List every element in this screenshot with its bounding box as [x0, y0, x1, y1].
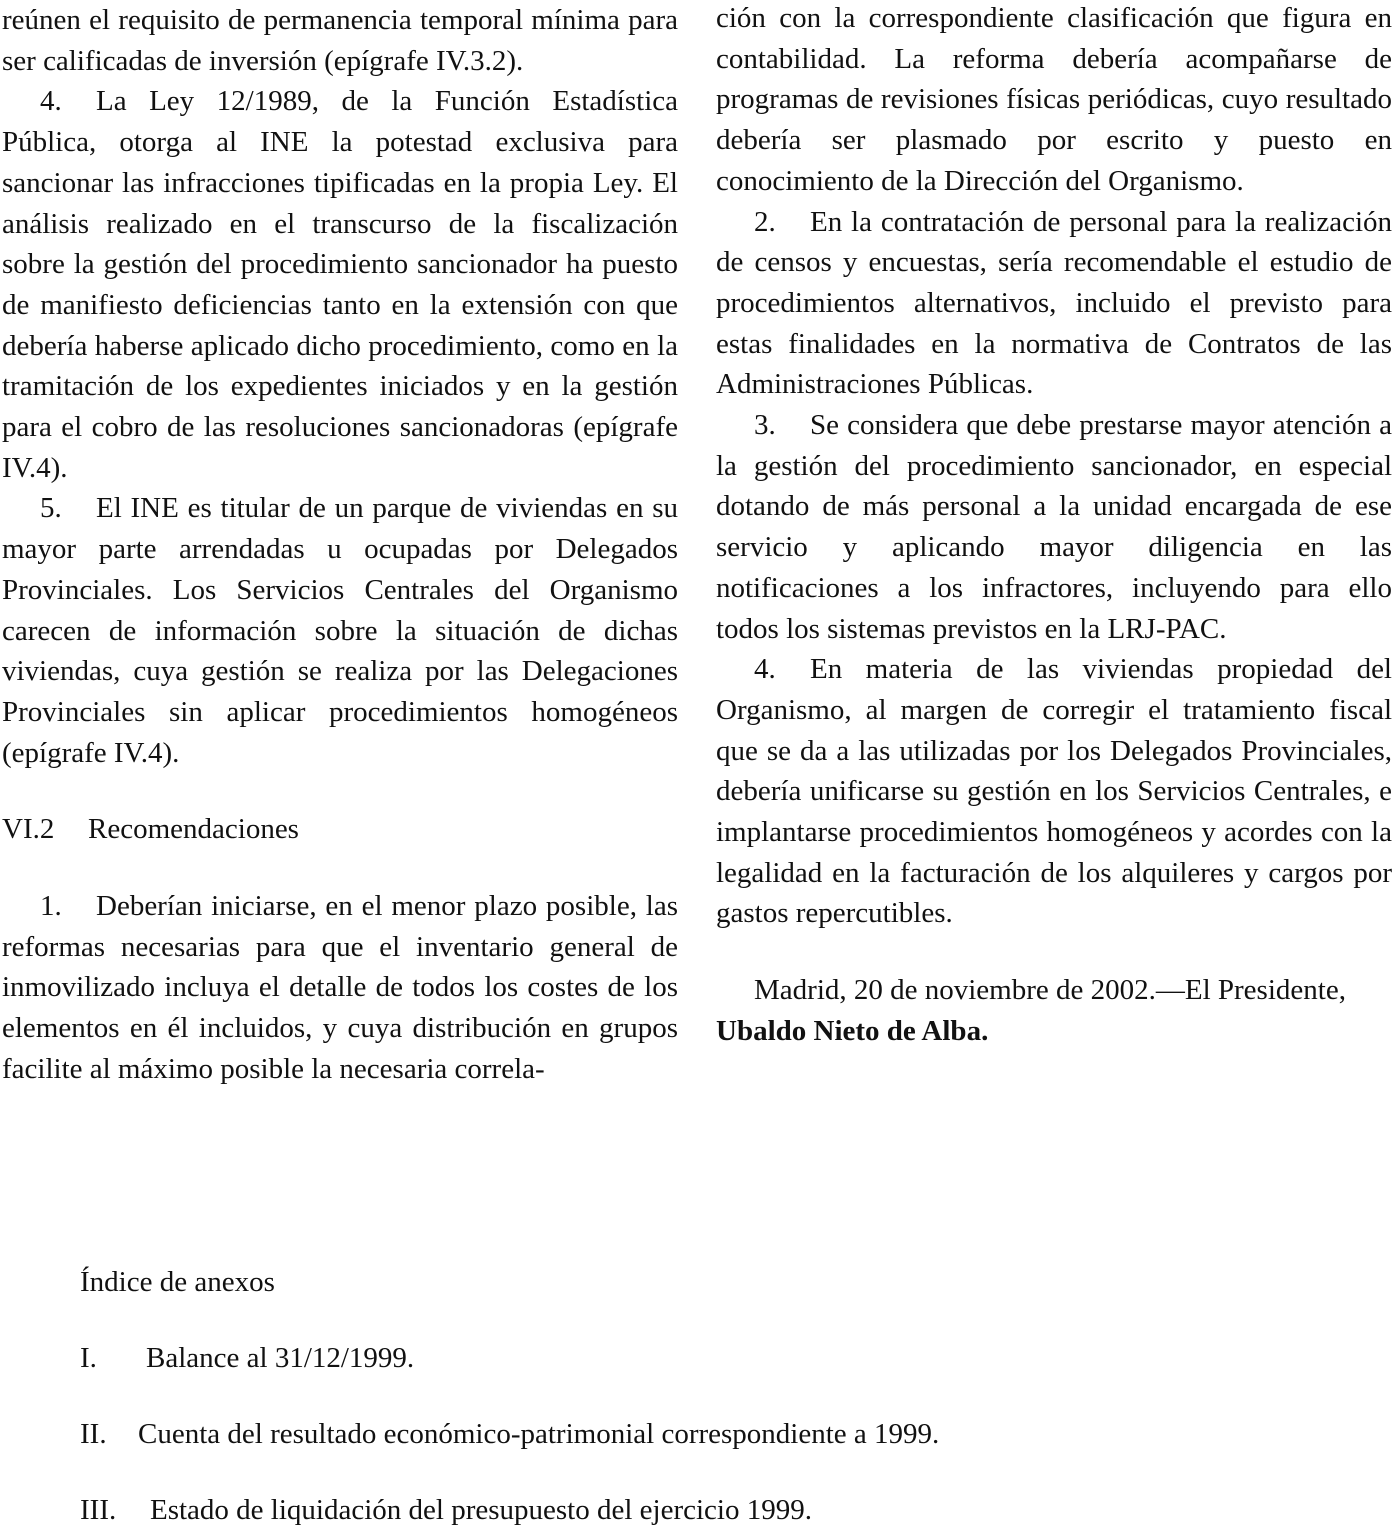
annex-number: II. — [80, 1418, 107, 1450]
paragraph-text: Deberían iniciarse, en el menor plazo posible, las reformas necesarias para que el inventario general de inmovilizado incluya el detalle de todos los costes de los elementos en él incluidos, y cuya distribución en grupos facilite al máximo posible la necesaria correla- — [2, 890, 678, 1085]
annex-item — [80, 1414, 939, 1454]
paragraph-text: El INE es titular de un parque de viviendas en su mayor parte arrendadas u ocupadas por Delegados Provinciales. Los Servicios Centrales del Organismo carecen de información sobre la situación de dichas viviendas, cuya gestión se realiza por las Delegaciones Provinciales sin aplicar procedimientos homogéneos (epígrafe IV.4). — [2, 492, 678, 769]
recommendation-1-continuation: ción con la correspondiente clasificación que figura en contabilidad. La reforma debería acompañarse de programas de revisiones físicas periódicas, cuyo resultado debería ser plasmado por escrito y puesto en conocimiento de la Dirección del Organismo. — [716, 2, 1392, 197]
right-column — [716, 0, 1392, 1052]
paragraph-text: En materia de las viviendas propiedad del Organismo, al margen de corregir el tratamiento fiscal que se da a las utilizadas por los Delegados Provinciales, debería unificarse su gestión en los Servicios Centrales, e implantarse procedimientos homogéneos y acordes con la legalidad en la facturación de los alquileres y cargos por gastos repercutibles. — [716, 653, 1392, 930]
paragraph-continuation: reúnen el requisito de permanencia temporal mínima para ser calificadas de inversión (epígrafe IV.3.2). — [2, 4, 678, 77]
annex-index-title: Índice de anexos — [80, 1266, 275, 1298]
section-heading — [2, 809, 678, 850]
annex-text: Cuenta del resultado económico-patrimonial correspondiente a 1999. — [138, 1418, 940, 1450]
annex-number: III. — [80, 1494, 117, 1526]
paragraph-number: 5. — [40, 492, 62, 525]
paragraph-5 — [2, 488, 678, 773]
signer-name: Ubaldo Nieto de Alba. — [716, 1014, 989, 1047]
left-column — [2, 0, 678, 1090]
paragraph-text: Se considera que debe prestarse mayor atención a la gestión del procedimiento sancionador, en especial dotando de más personal a la unidad encargada de ese servicio y aplicando mayor diligencia en las notificaciones a los infractores, incluyendo para ello todos los sistemas previstos en la LRJ-PAC. — [716, 409, 1392, 645]
paragraph-text: La Ley 12/1989, de la Función Estadística Pública, otorga al INE la potestad exclusiva para sancionar las infracciones tipificadas en la propia Ley. El análisis realizado en el transcurso de la fiscalización sobre la gestión del procedimiento sancionador ha puesto de manifiesto deficiencias tanto en la extensión con que debería haberse aplicado dicho procedimiento, como en la tramitación de los expedientes iniciados y en la gestión para el cobro de las resoluciones sancionadoras (epígrafe IV.4). — [2, 85, 678, 484]
paragraph-number: 4. — [40, 85, 62, 118]
paragraph-text: En la contratación de personal para la realización de censos y encuestas, sería recomendable el estudio de procedimientos alternativos, incluido el previsto para estas finalidades en la normativa de Contratos de las Administraciones Públicas. — [716, 205, 1392, 401]
paragraph-number: 2. — [754, 205, 776, 238]
signature-line: Madrid, 20 de noviembre de 2002.—El Presidente, — [754, 974, 1346, 1007]
recommendation-4 — [716, 649, 1392, 934]
paragraph-number: 3. — [754, 409, 776, 442]
paragraph-number: 1. — [40, 890, 62, 923]
annex-item — [80, 1338, 414, 1378]
annex-number: I. — [80, 1342, 97, 1374]
recommendation-1 — [2, 886, 678, 1090]
section-title: Recomendaciones — [88, 813, 299, 846]
annex-text: Balance al 31/12/1999. — [146, 1342, 415, 1374]
paragraph-number: 4. — [754, 653, 776, 686]
section-number: VI.2 — [2, 813, 55, 846]
recommendation-2 — [716, 202, 1392, 406]
annex-item — [80, 1490, 812, 1530]
recommendation-3 — [716, 405, 1392, 649]
annex-text: Estado de liquidación del presupuesto del ejercicio 1999. — [150, 1494, 812, 1526]
paragraph-4 — [2, 81, 678, 488]
